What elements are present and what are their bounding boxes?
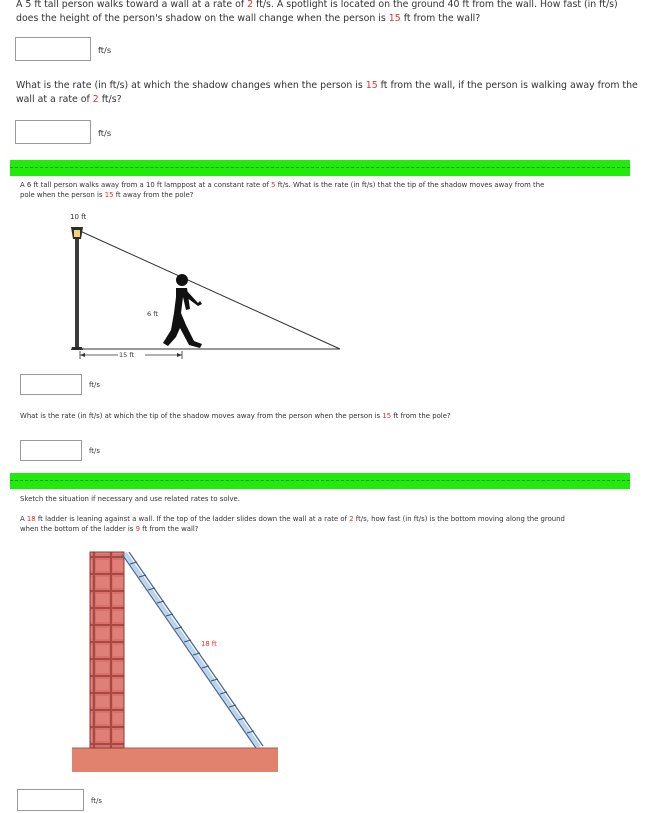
arrow-head-left [80, 353, 85, 357]
distance-value: 15 [382, 412, 392, 420]
problem2-question2: What is the rate (in ft/s) at which the tip of the shadow moves away from the person when the person is 15 ft from the pole? [20, 412, 451, 420]
distance-label: 15 ft [119, 351, 135, 359]
lamppost [75, 239, 79, 349]
lamp-height-label: 10 ft [70, 213, 87, 221]
arrow-head-right [177, 353, 182, 357]
ladder-length-label: 18 ft [201, 640, 217, 648]
problem1-answer1-input[interactable] [15, 37, 91, 61]
section-separator [10, 160, 630, 176]
unit-label: ft/s [98, 128, 112, 138]
problem1-answer2-input[interactable] [15, 120, 91, 144]
unit-label: ft/s [98, 45, 112, 55]
problem1-question2: What is the rate (in ft/s) at which the shadow changes when the person is 15 ft from the wall, if the person is walking away from the wall at a rate of 2 ft/s? [16, 80, 638, 105]
problem1-question1: A 5 ft tall person walks toward a wall at a rate of 2 ft/s. A spotlight is located on the ground 40 ft from the wall. How fast (in ft/s) does the height of the person's shadow on the wall change when the person is 15 ft from the wall? [16, 0, 618, 24]
ground [72, 748, 278, 772]
unit-label: ft/s [89, 381, 100, 389]
instruction-text: Sketch the situation if necessary and use related rates to solve. [20, 495, 240, 503]
lamppost-figure [0, 205, 360, 370]
ladder [122, 552, 263, 748]
ladder-figure [60, 540, 290, 780]
rate-value: 5 [271, 181, 276, 189]
person-height-label: 6 ft [147, 310, 158, 318]
lamp-light [74, 230, 80, 237]
rate-value: 2 [92, 93, 99, 105]
problem3-answer-input[interactable] [17, 789, 84, 811]
ladder-length-value: 18 [26, 515, 36, 523]
rate-value: 2 [349, 515, 354, 523]
problem3-question: A 18 ft ladder is leaning against a wall. If the top of the ladder slides down the wall at a rate of 2 ft/s, how fast (in ft/s) is the bottom moving along the ground when the bottom of the ladder is 9 ft from the wall? [20, 515, 565, 534]
walking-person-icon [163, 274, 202, 348]
section-separator [10, 473, 630, 489]
distance-value: 15 [388, 12, 401, 24]
brick-wall [90, 552, 124, 748]
problem2-question1: A 6 ft tall person walks away from a 10 ft lamppost at a constant rate of 5 ft/s. What is the rate (in ft/s) that the tip of the shadow moves away from the pole when the person is 15 ft away from the pole? [20, 181, 545, 200]
problem2-answer2-input[interactable] [20, 440, 82, 461]
problem2-answer1-input[interactable] [20, 374, 82, 395]
unit-label: ft/s [89, 447, 100, 455]
distance-value: 9 [135, 525, 140, 534]
rate-value: 2 [247, 0, 254, 10]
light-ray-line [80, 231, 340, 349]
unit-label: ft/s [91, 797, 102, 805]
distance-value: 15 [365, 80, 378, 91]
distance-value: 15 [104, 191, 114, 200]
